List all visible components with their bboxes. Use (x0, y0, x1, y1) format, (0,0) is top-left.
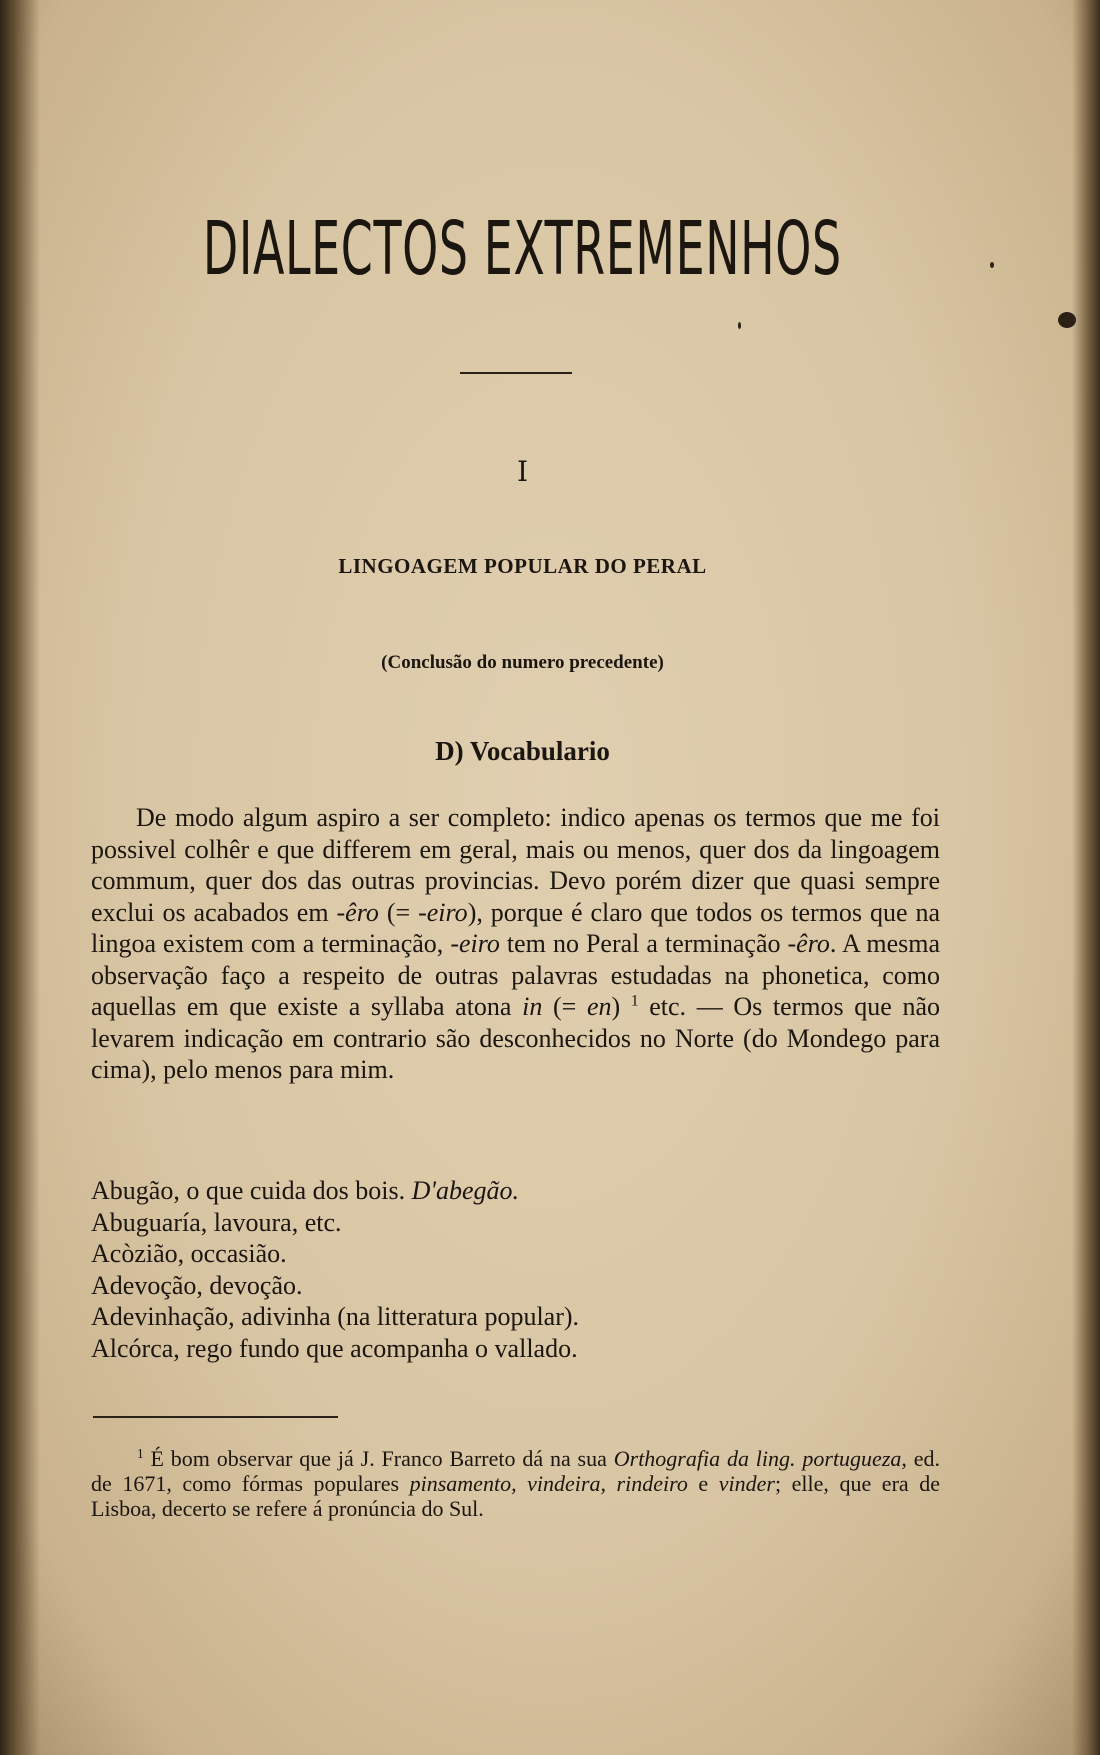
vocabulary-heading: D) Vocabulario (435, 736, 610, 766)
vocabulary-entry: Acòzião, occasião. (91, 1239, 287, 1268)
vocabulary-entry: Adevinhação, adivinha (na litteratura popular). (91, 1302, 580, 1331)
page-edge-shadow-right (1072, 0, 1100, 1755)
vocabulary-entry: Abuguaría, lavoura, etc. (91, 1207, 342, 1237)
footnote: $^1$ É bom observar que já J. Franco Barreto dá na sua Orthografia da ling. portugueza, ed. de 1671, como fórmas populares pinsamento, vindeira, rindeiro e vinder; elle, que era de Lisboa, decerto se refere á pronúncia do Sul. (91, 1446, 941, 1521)
footnote-rule (93, 1416, 338, 1418)
page-title: DIALECTOS EXTREMENHOS (202, 206, 842, 292)
page-edge-shadow-left (0, 0, 40, 1755)
footnote-reference: 1 (630, 992, 639, 1010)
intro-paragraph: De modo algum aspiro a ser completo: indico apenas os termos que me foi possivel colhêr e que differem em geral, mais ou menos, quer dos da lingoagem commum, quer dos das outras provincias. Devo porém dizer que quasi sempre exclui os acabados em -êro (= -eiro), porque é claro que todos os termos que na lingoa existem com a terminação, -eiro tem no Peral a terminação -êro. A mesma observação faço a respeito de outras palavras estudadas na phonetica, como aquellas em que existe a syllaba atona in (= en) $^1$ etc. — Os termos que não levarem indicação em contrario são desconhecidos no Norte (do Mondego para cima), pelo menos para mim. (91, 803, 940, 1084)
ink-speck (738, 322, 741, 329)
continuation-note: (Conclusão do numero precedente) (381, 652, 664, 673)
vocabulary-entry: Adevoção, devoção. (91, 1270, 303, 1300)
vocabulary-entry: Abugão, o que cuida dos bois. D'abegão. (91, 1176, 520, 1205)
ink-blot (1058, 312, 1076, 328)
title-rule (460, 372, 572, 374)
section-subtitle: LINGOAGEM POPULAR DO PERAL (338, 554, 707, 578)
section-number: I (516, 455, 529, 488)
vocabulary-entry: Alcórca, rego fundo que acompanha o vallado. (91, 1333, 578, 1363)
vocabulary-list (91, 1175, 940, 1364)
ink-speck (990, 262, 994, 268)
footnote-number: 1 (137, 1446, 144, 1462)
